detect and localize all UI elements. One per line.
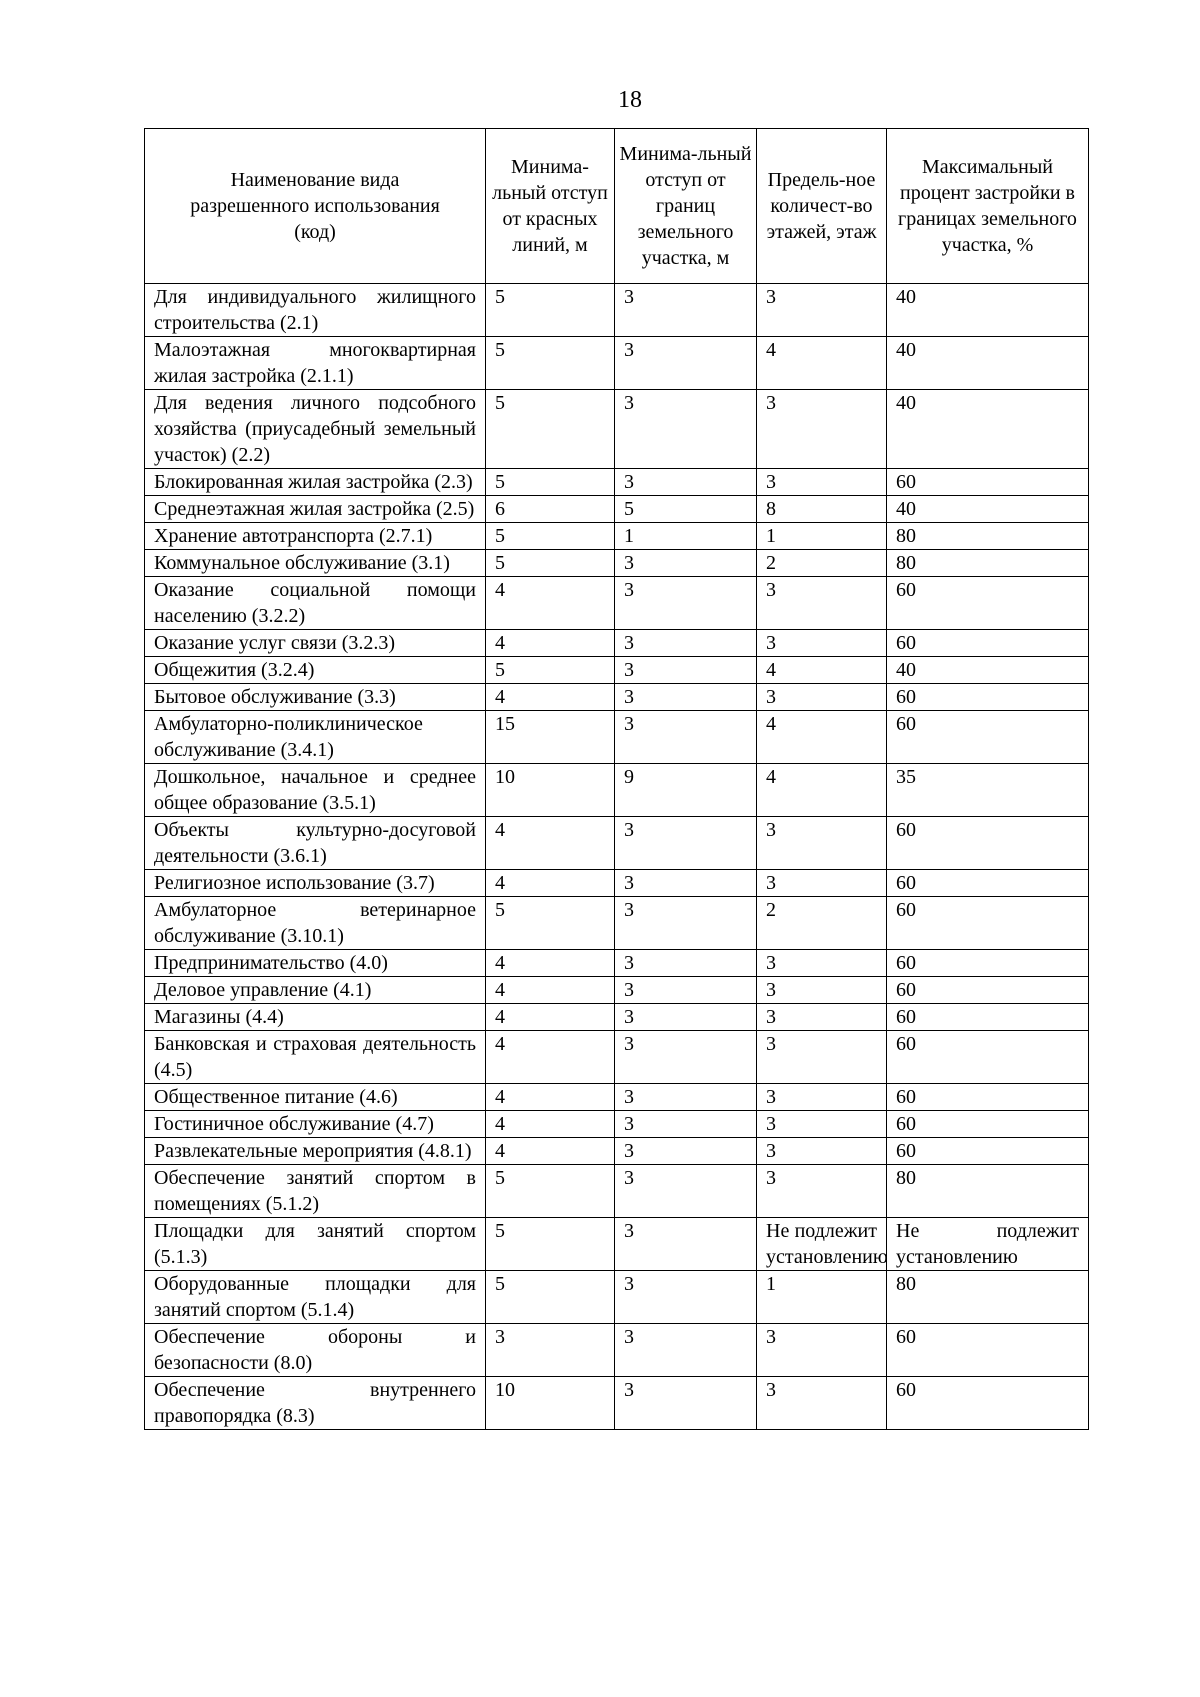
cell-use-type: Коммунальное обслуживание (3.1) bbox=[145, 550, 486, 577]
cell-use-type: Оборудованные площадки для занятий спортом (5.1.4) bbox=[145, 1271, 486, 1324]
cell-min-setback-plot-border: 3 bbox=[615, 1031, 757, 1084]
table-body bbox=[145, 284, 1089, 1430]
cell-min-setback-red-lines: 15 bbox=[486, 711, 615, 764]
table-row bbox=[145, 523, 1089, 550]
cell-min-setback-plot-border: 9 bbox=[615, 764, 757, 817]
cell-use-type: Общежития (3.2.4) bbox=[145, 657, 486, 684]
cell-max-floors: 4 bbox=[757, 657, 887, 684]
cell-use-type: Обеспечение обороны и безопасности (8.0) bbox=[145, 1324, 486, 1377]
cell-use-type: Амбулаторно-поликлиническое обслуживание (3.4.1) bbox=[145, 711, 486, 764]
cell-max-coverage: 60 bbox=[887, 1084, 1089, 1111]
cell-max-floors: 1 bbox=[757, 523, 887, 550]
cell-max-floors: 3 bbox=[757, 684, 887, 711]
cell-min-setback-plot-border: 3 bbox=[615, 657, 757, 684]
cell-max-coverage: 60 bbox=[887, 1324, 1089, 1377]
cell-use-type: Бытовое обслуживание (3.3) bbox=[145, 684, 486, 711]
cell-max-coverage: 40 bbox=[887, 284, 1089, 337]
cell-max-coverage: 80 bbox=[887, 550, 1089, 577]
cell-use-type: Развлекательные мероприятия (4.8.1) bbox=[145, 1138, 486, 1165]
cell-min-setback-red-lines: 5 bbox=[486, 337, 615, 390]
cell-max-floors: 2 bbox=[757, 897, 887, 950]
header-min-setback-red-lines: Минима-льный отступ от красных линий, м bbox=[486, 129, 615, 284]
cell-max-floors: 3 bbox=[757, 1377, 887, 1430]
cell-min-setback-plot-border: 3 bbox=[615, 897, 757, 950]
cell-min-setback-plot-border: 1 bbox=[615, 523, 757, 550]
table-row bbox=[145, 950, 1089, 977]
table-row bbox=[145, 711, 1089, 764]
cell-use-type: Гостиничное обслуживание (4.7) bbox=[145, 1111, 486, 1138]
cell-use-type: Оказание социальной помощи населению (3.2.2) bbox=[145, 577, 486, 630]
cell-max-coverage: 40 bbox=[887, 657, 1089, 684]
cell-min-setback-red-lines: 5 bbox=[486, 1218, 615, 1271]
cell-min-setback-red-lines: 5 bbox=[486, 897, 615, 950]
cell-use-type: Обеспечение внутреннего правопорядка (8.3) bbox=[145, 1377, 486, 1430]
cell-max-floors: 3 bbox=[757, 284, 887, 337]
cell-min-setback-plot-border: 3 bbox=[615, 1324, 757, 1377]
cell-use-type: Деловое управление (4.1) bbox=[145, 977, 486, 1004]
header-max-floors: Предель-ное количест-во этажей, этаж bbox=[757, 129, 887, 284]
cell-use-type: Обеспечение занятий спортом в помещениях (5.1.2) bbox=[145, 1165, 486, 1218]
cell-max-floors: 3 bbox=[757, 1031, 887, 1084]
cell-max-floors: 3 bbox=[757, 577, 887, 630]
cell-min-setback-plot-border: 3 bbox=[615, 1138, 757, 1165]
cell-min-setback-plot-border: 3 bbox=[615, 817, 757, 870]
cell-min-setback-plot-border: 3 bbox=[615, 390, 757, 469]
cell-min-setback-plot-border: 3 bbox=[615, 1004, 757, 1031]
cell-min-setback-plot-border: 5 bbox=[615, 496, 757, 523]
cell-max-coverage: 60 bbox=[887, 1111, 1089, 1138]
cell-min-setback-red-lines: 4 bbox=[486, 1111, 615, 1138]
cell-max-coverage: 60 bbox=[887, 577, 1089, 630]
table-row bbox=[145, 630, 1089, 657]
cell-use-type: Объекты культурно-досуговой деятельности (3.6.1) bbox=[145, 817, 486, 870]
cell-max-floors: 3 bbox=[757, 1324, 887, 1377]
cell-min-setback-plot-border: 3 bbox=[615, 550, 757, 577]
cell-max-coverage: 40 bbox=[887, 337, 1089, 390]
table-header-row bbox=[145, 129, 1089, 284]
cell-min-setback-plot-border: 3 bbox=[615, 577, 757, 630]
cell-min-setback-red-lines: 10 bbox=[486, 764, 615, 817]
cell-use-type: Дошкольное, начальное и среднее общее образование (3.5.1) bbox=[145, 764, 486, 817]
cell-min-setback-red-lines: 4 bbox=[486, 630, 615, 657]
table-row bbox=[145, 496, 1089, 523]
cell-min-setback-red-lines: 4 bbox=[486, 870, 615, 897]
table-row bbox=[145, 817, 1089, 870]
cell-min-setback-red-lines: 4 bbox=[486, 1084, 615, 1111]
table-row bbox=[145, 284, 1089, 337]
cell-max-coverage: 60 bbox=[887, 684, 1089, 711]
cell-min-setback-plot-border: 3 bbox=[615, 469, 757, 496]
cell-min-setback-red-lines: 4 bbox=[486, 684, 615, 711]
cell-max-floors: 3 bbox=[757, 469, 887, 496]
cell-min-setback-plot-border: 3 bbox=[615, 711, 757, 764]
cell-max-coverage: 60 bbox=[887, 1377, 1089, 1430]
table-row bbox=[145, 764, 1089, 817]
zoning-parameters-table bbox=[144, 128, 1089, 1430]
cell-min-setback-red-lines: 5 bbox=[486, 469, 615, 496]
cell-max-coverage: 60 bbox=[887, 711, 1089, 764]
cell-use-type: Для ведения личного подсобного хозяйства (приусадебный земельный участок) (2.2) bbox=[145, 390, 486, 469]
table-row bbox=[145, 1031, 1089, 1084]
cell-min-setback-red-lines: 4 bbox=[486, 817, 615, 870]
cell-max-floors: 1 bbox=[757, 1271, 887, 1324]
cell-min-setback-plot-border: 3 bbox=[615, 1084, 757, 1111]
cell-use-type: Предпринимательство (4.0) bbox=[145, 950, 486, 977]
cell-use-type: Среднеэтажная жилая застройка (2.5) bbox=[145, 496, 486, 523]
table-row bbox=[145, 469, 1089, 496]
cell-min-setback-plot-border: 3 bbox=[615, 950, 757, 977]
cell-min-setback-plot-border: 3 bbox=[615, 1218, 757, 1271]
cell-min-setback-plot-border: 3 bbox=[615, 337, 757, 390]
cell-min-setback-red-lines: 5 bbox=[486, 1165, 615, 1218]
table-row bbox=[145, 977, 1089, 1004]
table-row bbox=[145, 870, 1089, 897]
cell-max-floors: 3 bbox=[757, 870, 887, 897]
cell-max-coverage: 40 bbox=[887, 390, 1089, 469]
cell-min-setback-plot-border: 3 bbox=[615, 977, 757, 1004]
cell-max-floors: 3 bbox=[757, 1138, 887, 1165]
cell-use-type: Религиозное использование (3.7) bbox=[145, 870, 486, 897]
table-row bbox=[145, 390, 1089, 469]
cell-min-setback-red-lines: 10 bbox=[486, 1377, 615, 1430]
cell-max-coverage: 80 bbox=[887, 1165, 1089, 1218]
cell-max-floors: 3 bbox=[757, 1165, 887, 1218]
cell-min-setback-red-lines: 4 bbox=[486, 977, 615, 1004]
cell-use-type: Магазины (4.4) bbox=[145, 1004, 486, 1031]
cell-max-coverage: 60 bbox=[887, 870, 1089, 897]
cell-min-setback-red-lines: 4 bbox=[486, 1138, 615, 1165]
cell-min-setback-red-lines: 4 bbox=[486, 950, 615, 977]
table-row bbox=[145, 1165, 1089, 1218]
cell-min-setback-plot-border: 3 bbox=[615, 684, 757, 711]
cell-min-setback-plot-border: 3 bbox=[615, 1165, 757, 1218]
cell-max-coverage: 60 bbox=[887, 1138, 1089, 1165]
cell-max-coverage: 60 bbox=[887, 977, 1089, 1004]
cell-max-floors: 8 bbox=[757, 496, 887, 523]
cell-max-floors: 3 bbox=[757, 977, 887, 1004]
cell-use-type: Блокированная жилая застройка (2.3) bbox=[145, 469, 486, 496]
cell-max-floors: Не подлежит установлению bbox=[757, 1218, 887, 1271]
cell-use-type: Малоэтажная многоквартирная жилая застройка (2.1.1) bbox=[145, 337, 486, 390]
cell-min-setback-red-lines: 3 bbox=[486, 1324, 615, 1377]
header-use-type: Наименование вида разрешенного использования (код) bbox=[145, 129, 486, 284]
header-max-coverage: Максимальный процент застройки в границах земельного участка, % bbox=[887, 129, 1089, 284]
table-row bbox=[145, 1084, 1089, 1111]
cell-min-setback-red-lines: 4 bbox=[486, 1004, 615, 1031]
cell-max-floors: 2 bbox=[757, 550, 887, 577]
table-row bbox=[145, 550, 1089, 577]
cell-max-coverage: 35 bbox=[887, 764, 1089, 817]
cell-min-setback-red-lines: 4 bbox=[486, 577, 615, 630]
cell-min-setback-red-lines: 6 bbox=[486, 496, 615, 523]
cell-max-coverage: 60 bbox=[887, 817, 1089, 870]
cell-max-coverage: 60 bbox=[887, 630, 1089, 657]
cell-max-coverage: 60 bbox=[887, 1031, 1089, 1084]
table-row bbox=[145, 897, 1089, 950]
cell-max-floors: 4 bbox=[757, 711, 887, 764]
cell-max-floors: 3 bbox=[757, 1084, 887, 1111]
cell-min-setback-plot-border: 3 bbox=[615, 1111, 757, 1138]
table-row bbox=[145, 1324, 1089, 1377]
cell-use-type: Для индивидуального жилищного строительства (2.1) bbox=[145, 284, 486, 337]
cell-min-setback-plot-border: 3 bbox=[615, 870, 757, 897]
table-row bbox=[145, 1138, 1089, 1165]
cell-max-floors: 3 bbox=[757, 1111, 887, 1138]
cell-use-type: Площадки для занятий спортом (5.1.3) bbox=[145, 1218, 486, 1271]
cell-use-type: Амбулаторное ветеринарное обслуживание (3.10.1) bbox=[145, 897, 486, 950]
cell-min-setback-red-lines: 5 bbox=[486, 1271, 615, 1324]
cell-max-floors: 3 bbox=[757, 950, 887, 977]
cell-min-setback-red-lines: 5 bbox=[486, 657, 615, 684]
cell-max-coverage: 60 bbox=[887, 950, 1089, 977]
table-row bbox=[145, 1111, 1089, 1138]
cell-min-setback-red-lines: 5 bbox=[486, 550, 615, 577]
cell-min-setback-red-lines: 5 bbox=[486, 523, 615, 550]
table-row bbox=[145, 1218, 1089, 1271]
table-row bbox=[145, 337, 1089, 390]
cell-max-floors: 3 bbox=[757, 1004, 887, 1031]
table-row bbox=[145, 577, 1089, 630]
cell-max-coverage: 60 bbox=[887, 897, 1089, 950]
cell-max-floors: 3 bbox=[757, 630, 887, 657]
page-number: 18 bbox=[618, 87, 642, 113]
cell-use-type: Хранение автотранспорта (2.7.1) bbox=[145, 523, 486, 550]
table-row bbox=[145, 1377, 1089, 1430]
header-min-setback-plot-border: Минима-льный отступ от границ земельного участка, м bbox=[615, 129, 757, 284]
cell-min-setback-red-lines: 5 bbox=[486, 284, 615, 337]
cell-use-type: Оказание услуг связи (3.2.3) bbox=[145, 630, 486, 657]
cell-min-setback-red-lines: 4 bbox=[486, 1031, 615, 1084]
cell-max-coverage: 80 bbox=[887, 1271, 1089, 1324]
cell-min-setback-plot-border: 3 bbox=[615, 1271, 757, 1324]
cell-max-floors: 3 bbox=[757, 390, 887, 469]
table-row bbox=[145, 1271, 1089, 1324]
cell-max-coverage: 60 bbox=[887, 469, 1089, 496]
cell-min-setback-plot-border: 3 bbox=[615, 1377, 757, 1430]
cell-max-floors: 3 bbox=[757, 817, 887, 870]
cell-max-coverage: 80 bbox=[887, 523, 1089, 550]
table-row bbox=[145, 657, 1089, 684]
cell-use-type: Общественное питание (4.6) bbox=[145, 1084, 486, 1111]
table-row bbox=[145, 1004, 1089, 1031]
cell-min-setback-red-lines: 5 bbox=[486, 390, 615, 469]
cell-max-floors: 4 bbox=[757, 764, 887, 817]
cell-max-coverage: Не подлежит установлению bbox=[887, 1218, 1089, 1271]
table-row bbox=[145, 684, 1089, 711]
cell-min-setback-plot-border: 3 bbox=[615, 284, 757, 337]
cell-max-floors: 4 bbox=[757, 337, 887, 390]
cell-min-setback-plot-border: 3 bbox=[615, 630, 757, 657]
cell-use-type: Банковская и страховая деятельность (4.5) bbox=[145, 1031, 486, 1084]
cell-max-coverage: 40 bbox=[887, 496, 1089, 523]
cell-max-coverage: 60 bbox=[887, 1004, 1089, 1031]
